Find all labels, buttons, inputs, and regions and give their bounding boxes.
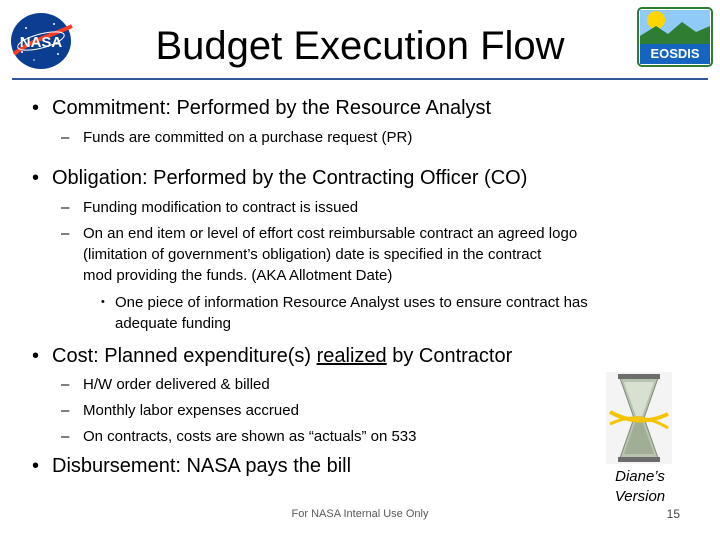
- bullet-text: Commitment: Performed by the Resource Analyst: [52, 97, 492, 119]
- image-caption: [600, 467, 680, 507]
- subbullet-line: (limitation of government’s obligation) date is specified in the contract: [83, 246, 542, 263]
- svg-text:EOSDIS: EOSDIS: [650, 46, 700, 61]
- subbullet-actuals: [61, 426, 417, 447]
- bullet-dash: –: [61, 225, 70, 242]
- subbullet-line: mod providing the funds. (AKA Allotment Date): [83, 267, 393, 284]
- bullet-cost: [32, 344, 513, 368]
- bullet-dash: –: [61, 199, 70, 216]
- subbullet-funding-mod: [61, 197, 359, 218]
- bullet-dot: •: [101, 296, 105, 308]
- bullet-text-post: by Contractor: [386, 345, 513, 367]
- subsubbullet-resource-analyst: [101, 292, 655, 334]
- bullet-text-pre: Cost: Planned expenditure(s): [52, 345, 317, 367]
- caption-line: Version: [614, 488, 666, 505]
- subbullet-pr: [61, 127, 413, 148]
- subbullet-end-item: [61, 223, 643, 286]
- subbullet-line: adequate funding: [115, 315, 231, 332]
- page-number: 15: [666, 507, 680, 521]
- svg-text:NASA: NASA: [19, 34, 63, 51]
- subbullet-text: Funds are committed on a purchase request (PR): [83, 129, 413, 146]
- bullet-dash: –: [61, 402, 70, 419]
- caption-line: Diane’s: [615, 468, 665, 485]
- subbullet-text: Funding modification to contract is issued: [83, 199, 359, 216]
- subbullet-line: One piece of information Resource Analyst uses to ensure contract has: [115, 294, 588, 311]
- subbullet-hw-order: [61, 374, 270, 395]
- subbullet-labor: [61, 400, 299, 421]
- slide-title: Budget Execution Flow: [155, 24, 565, 68]
- subbullet-line: On an end item or level of effort cost reimbursable contract an agreed logo: [83, 225, 578, 242]
- bullet-disbursement: [32, 454, 352, 478]
- bullet-text: Disbursement: NASA pays the bill: [52, 455, 352, 477]
- eosdis-logo: [636, 4, 714, 68]
- bullet-dot: •: [32, 455, 40, 477]
- bullet-commitment: [32, 96, 492, 120]
- title-rule: [12, 78, 708, 80]
- bullet-dash: –: [61, 376, 70, 393]
- footer-text: For NASA Internal Use Only: [291, 508, 429, 520]
- subbullet-text: Monthly labor expenses accrued: [83, 402, 299, 419]
- bullet-dash: –: [61, 129, 70, 146]
- bullet-dot: •: [32, 167, 40, 189]
- money-hourglass-image: [606, 372, 672, 464]
- subbullet-text: On contracts, costs are shown as “actuals” on 533: [83, 428, 417, 445]
- bullet-dot: •: [32, 345, 40, 367]
- subbullet-text: H/W order delivered & billed: [83, 376, 270, 393]
- bullet-obligation: [32, 166, 528, 190]
- bullet-dot: •: [32, 97, 40, 119]
- bullet-dash: –: [61, 428, 70, 445]
- bullet-text-underlined: realized: [316, 345, 387, 367]
- bullet-text: Obligation: Performed by the Contracting Officer (CO): [52, 167, 528, 189]
